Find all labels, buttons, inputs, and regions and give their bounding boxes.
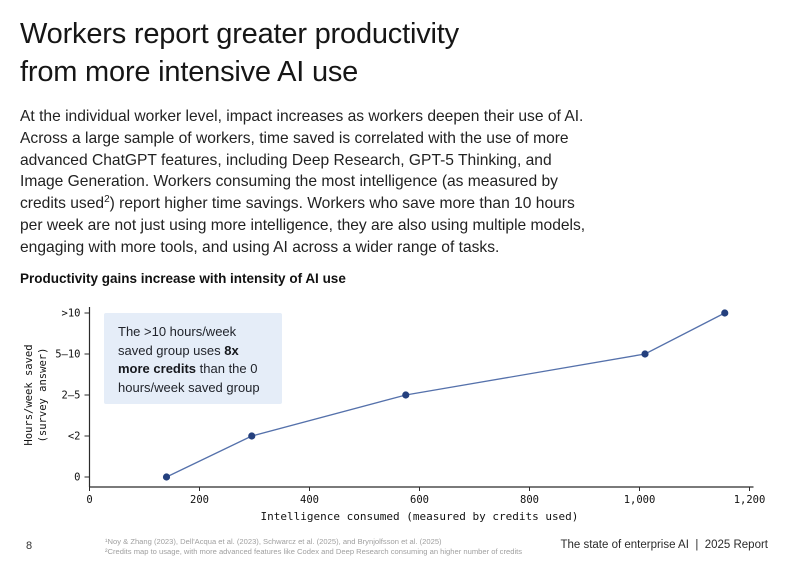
annotation-text-bold: 8x more credits xyxy=(118,342,239,376)
data-point xyxy=(248,432,255,439)
x-tick-label: 200 xyxy=(190,494,209,506)
page-title xyxy=(20,16,620,91)
body-text-pre: At the individual worker level, impact increases as workers deepen their use of AI. Across a large sample of workers, time saved is correlated with the use of more advanced ChatGPT features, including Deep Research, GPT-5 Thinking, and Image Generation. Workers consuming the most intelligence (as measured by credits used xyxy=(20,108,584,213)
x-tick-label: 400 xyxy=(300,494,319,506)
footnotes xyxy=(105,537,575,556)
page-title-line-1: Workers report greater productivity xyxy=(20,18,459,50)
x-tick-label: 1,200 xyxy=(733,494,766,506)
x-axis-title: Intelligence consumed (measured by credits used) xyxy=(260,510,579,523)
x-tick-label: 0 xyxy=(86,494,93,506)
page-number: 8 xyxy=(26,540,33,552)
x-tick-label: 1,000 xyxy=(623,494,656,506)
footnote-marker: 2 xyxy=(104,194,110,205)
body-paragraph xyxy=(20,106,586,259)
chart-annotation-callout xyxy=(104,313,282,404)
chart-title: Productivity gains increase with intensity of AI use xyxy=(20,271,346,286)
annotation-text-post: than the 0 hours/week saved group xyxy=(118,361,260,395)
y-tick-label: <2 xyxy=(67,430,81,443)
y-tick-label: >10 xyxy=(61,307,81,320)
x-tick-label: 600 xyxy=(410,494,429,506)
data-point xyxy=(402,391,409,398)
y-tick-label: 2–5 xyxy=(61,389,81,402)
data-point xyxy=(163,473,170,480)
footnote-2: ²Credits map to usage, with more advanced features like Codex and Deep Research consuming an higher number of credits xyxy=(105,546,523,556)
footnote-1: ¹Noy & Zhang (2023), Dell'Acqua et al. (2023), Schwarcz et al. (2025), and Brynjolfsson et al. (2025) xyxy=(105,537,442,546)
x-tick-label: 800 xyxy=(520,494,539,506)
data-point xyxy=(641,350,648,357)
y-axis-title-line: Hours/week saved xyxy=(23,344,35,446)
y-axis-title-line: (survey answer) xyxy=(37,347,49,443)
annotation-text-pre: The >10 hours/week saved group uses xyxy=(118,324,237,358)
page-title-line-2: from more intensive AI use xyxy=(20,55,359,88)
data-point xyxy=(721,309,728,316)
body-text-post: ) report higher time savings. Workers who save more than 10 hours per week are not just using more intelligence, they are also using multiple models, engaging with more tools, and using AI across a wider range of tasks. xyxy=(20,195,586,256)
footer-brand: The state of enterprise AI | 2025 Report xyxy=(560,539,768,551)
y-tick-label: 0 xyxy=(74,471,81,484)
y-tick-label: 5–10 xyxy=(55,348,81,361)
